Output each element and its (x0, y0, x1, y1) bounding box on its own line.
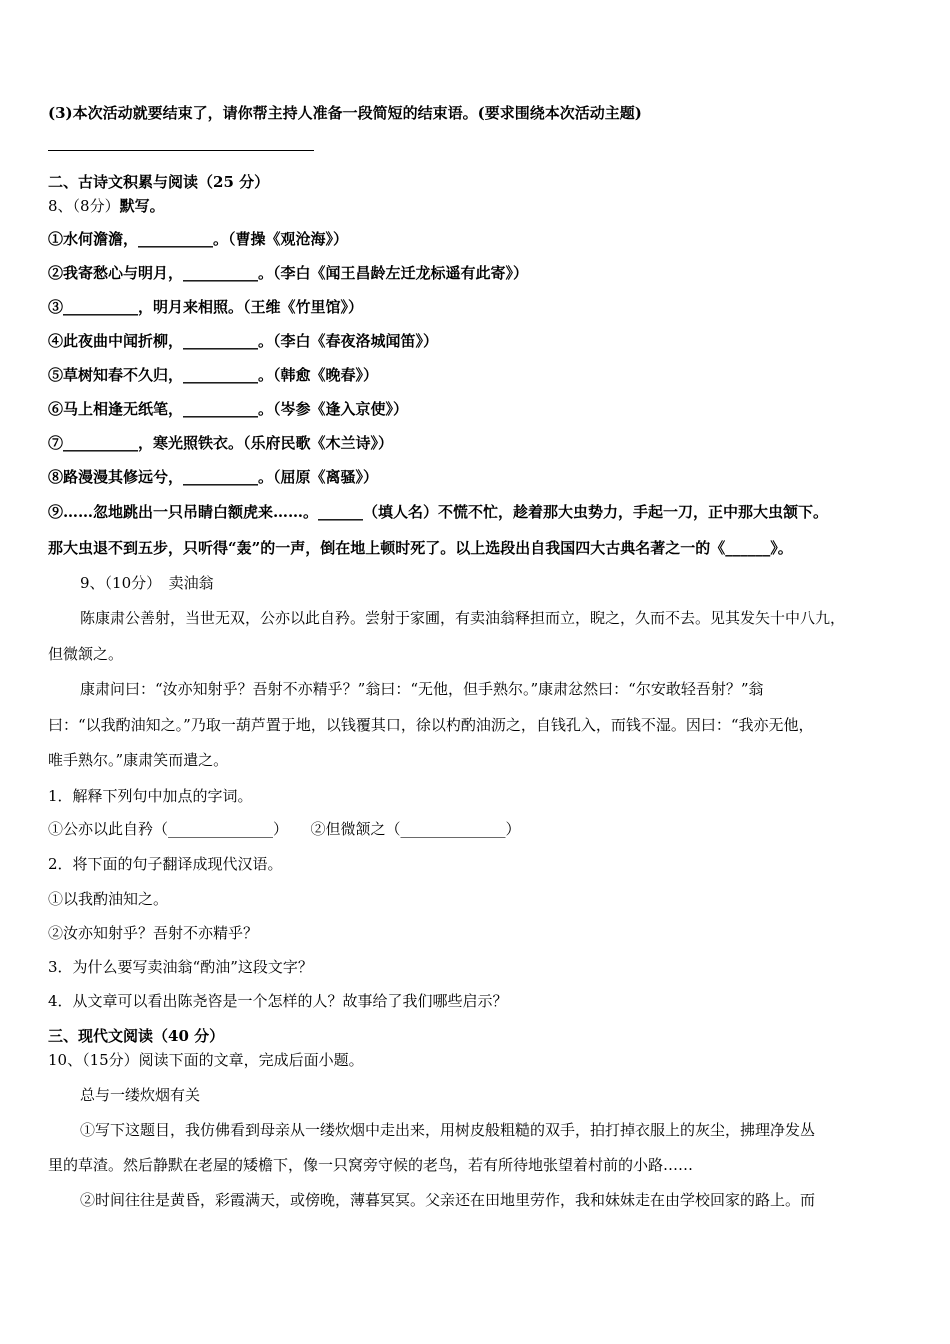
q9-header: 9、（10分） 卖油翁 (80, 574, 214, 592)
q9-sub2: 2．将下面的句子翻译成现代汉语。 (48, 855, 283, 873)
answer-line (48, 150, 314, 151)
q10-header: 10、（15分）阅读下面的文章，完成后面小题。 (48, 1051, 364, 1069)
section3-title: 三、现代文阅读（40 分） (48, 1027, 225, 1045)
q9-sub3: 3．为什么要写卖油翁“酌油”这段文字？ (48, 958, 313, 976)
q8-item-2: ②我寄愁心与明月，__________。（李白《闻王昌龄左迁龙标遥有此寄》） (48, 264, 529, 282)
q8-item-9-line2: 那大虫退不到五步，只听得“轰”的一声，倒在地上顿时死了。以上选段出自我国四大古典名著之一的《______》。 (48, 539, 793, 557)
q9-sub2-b: ②汝亦知射乎？吾射不亦精乎？ (48, 924, 259, 942)
q8-item-1: ①水何澹澹，__________。（曹操《观沧海》） (48, 230, 349, 248)
q9-passage-p1-line2: 但微颔之。 (48, 645, 124, 663)
q9-passage-p1-line1: 陈康肃公善射，当世无双，公亦以此自矜。尝射于家圃，有卖油翁释担而立，睨之，久而不去。见其发矢十中八九， (80, 609, 846, 627)
q3-closing-prompt: (3)本次活动就要结束了，请你帮主持人准备一段简短的结束语。(要求围绕本次活动主题) (48, 104, 642, 122)
q9-sub4: 4．从文章可以看出陈尧咨是一个怎样的人？故事给了我们哪些启示？ (48, 992, 508, 1010)
q9-sub1: 1．解释下列句中加点的字词。 (48, 787, 253, 805)
q9-sub1-items: ①公亦以此自矜（______________） ②但微颔之（______________） (48, 820, 521, 838)
q8-item-6: ⑥马上相逢无纸笔，__________。（岑参《逢入京使》） (48, 400, 409, 418)
q10-p1-line1: ①写下这题目，我仿佛看到母亲从一缕炊烟中走出来，用树皮般粗糙的双手，拍打掉衣服上的灰尘，拂理净发丛 (80, 1121, 816, 1139)
q8-item-4: ④此夜曲中闻折柳，__________。（李白《春夜洛城闻笛》） (48, 332, 439, 350)
section2-title: 二、古诗文积累与阅读（25 分） (48, 173, 270, 191)
q8-item-3: ③__________，明月来相照。（王维《竹里馆》） (48, 298, 364, 316)
q10-p1-line2: 里的草渣。然后静默在老屋的矮檐下，像一只窝旁守候的老鸟，若有所待地张望着村前的小路…… (48, 1156, 694, 1174)
q9-sub2-a: ①以我酌油知之。 (48, 890, 169, 908)
q9-passage-p2-line3: 唯手熟尔。”康肃笑而遣之。 (48, 751, 229, 769)
q9-passage-p2-line2: 曰：“以我酌油知之。”乃取一葫芦置于地，以钱覆其口，徐以杓酌油沥之，自钱孔入，而钱不湿。因曰：“我亦无他， (48, 716, 814, 734)
q8-item-8: ⑧路漫漫其修远兮，__________。（屈原《离骚》） (48, 468, 379, 486)
q10-p2-line1: ②时间往往是黄昏，彩霞满天，或傍晚，薄暮冥冥。父亲还在田地里劳作，我和妹妹走在由学校回家的路上。而 (80, 1191, 816, 1209)
q9-passage-p2-line1: 康肃问曰：“汝亦知射乎？吾射不亦精乎？”翁曰：“无他，但手熟尔。”康肃忿然曰：“尔安敢轻吾射？”翁 (80, 680, 764, 698)
q8-item-5: ⑤草树知春不久归，__________。（韩愈《晚春》） (48, 366, 379, 384)
q8-header (48, 196, 165, 216)
q8-item-7: ⑦__________，寒光照铁衣。（乐府民歌《木兰诗》） (48, 434, 394, 452)
q10-article-title: 总与一缕炊烟有关 (80, 1086, 201, 1104)
q8-label: 默写。 (119, 197, 165, 215)
q8-num: 8、（8分） (48, 197, 120, 215)
q8-item-9-line1: ⑨……忽地跳出一只吊睛白额虎来……。______（填人名）不慌不忙，趁着那大虫势力，手起一刀，正中那大虫颔下。 (48, 503, 829, 521)
